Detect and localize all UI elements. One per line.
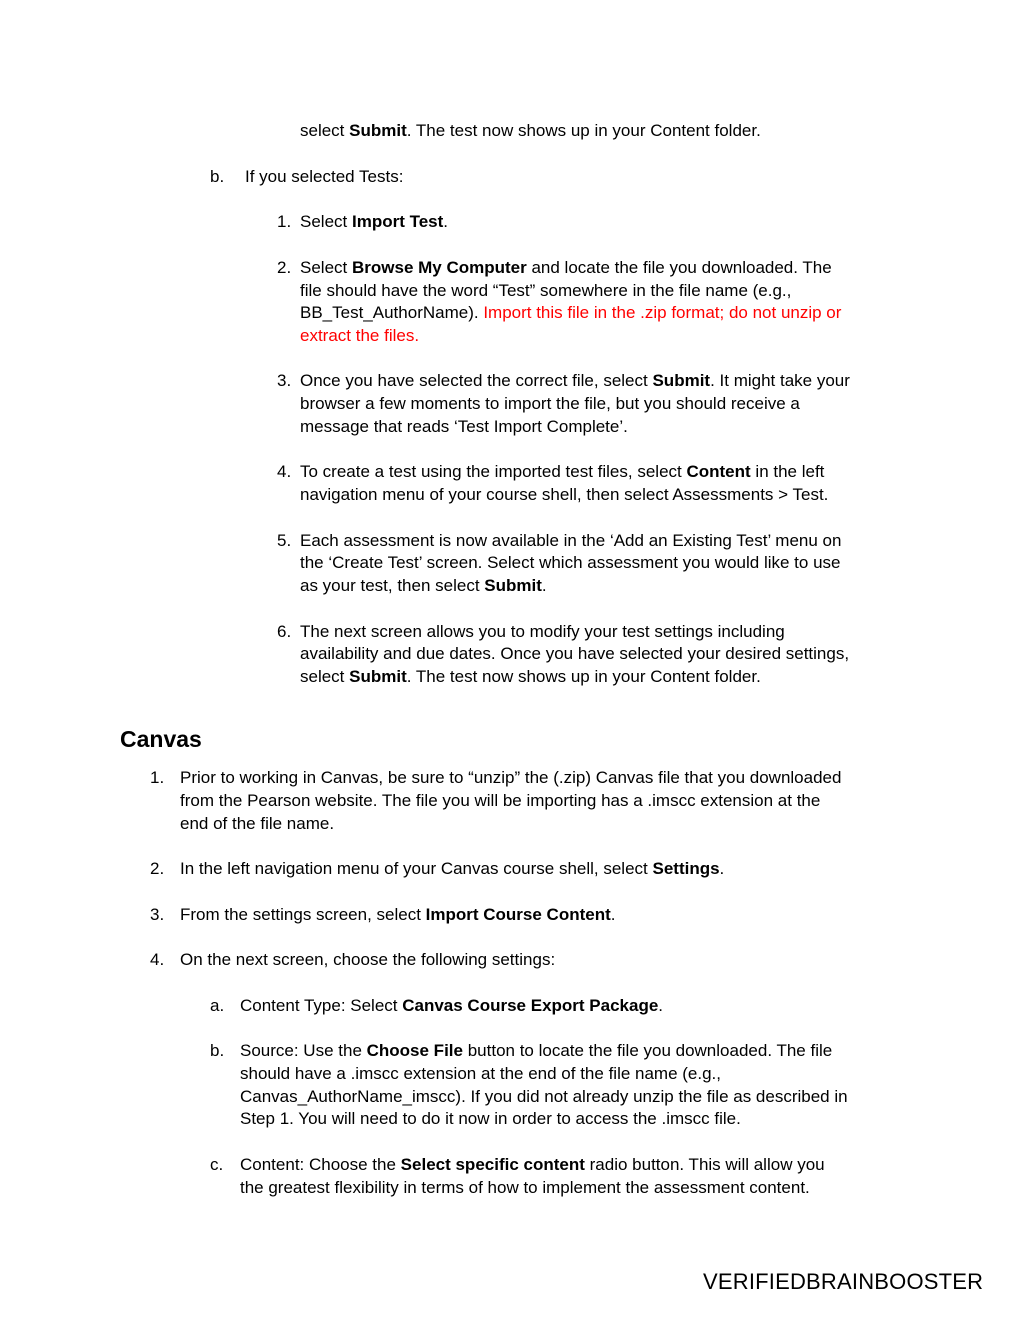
- list-marker: 4.: [150, 950, 165, 969]
- continuation-line: select Submit. The test now shows up in your Content folder.: [300, 121, 761, 140]
- list-item-line: Canvas_AuthorName_imscc). If you did not already unzip the file as described in: [240, 1087, 848, 1106]
- list-item-line: end of the file name.: [180, 814, 335, 833]
- list-marker: 1.: [277, 212, 292, 231]
- warning-text: extract the files.: [300, 326, 420, 345]
- list-item-line: Select Browse My Computer and locate the file you downloaded. The: [300, 258, 832, 277]
- list-marker: 1.: [150, 768, 165, 787]
- list-marker: 3.: [150, 905, 165, 924]
- list-marker: 6.: [277, 622, 292, 641]
- list-item-line: should have a .imscc extension at the end of the file name (e.g.,: [240, 1064, 722, 1083]
- list-item-line: select Submit. The test now shows up in your Content folder.: [300, 667, 761, 686]
- list-item-line: To create a test using the imported test files, select Content in the left: [300, 462, 825, 481]
- list-item-line: Select Import Test.: [300, 212, 449, 231]
- section-heading: Canvas: [120, 726, 202, 752]
- list-item-line: Content: Choose the Select specific content radio button. This will allow you: [240, 1155, 825, 1174]
- list-item-line: file should have the word “Test” somewhere in the file name (e.g.,: [300, 281, 792, 300]
- list-item-line: Each assessment is now available in the ‘Add an Existing Test’ menu on: [300, 531, 842, 550]
- warning-text: Import this file in the .zip format; do not unzip or: [483, 303, 842, 322]
- list-item-line: BB_Test_AuthorName). Import this file in the .zip format; do not unzip or: [300, 303, 842, 322]
- list-marker: 4.: [277, 462, 292, 481]
- watermark: VERIFIEDBRAINBOOSTER: [703, 1269, 984, 1294]
- list-item-line: Content Type: Select Canvas Course Export Package.: [240, 996, 664, 1015]
- list-item-line: In the left navigation menu of your Canvas course shell, select Settings.: [180, 859, 725, 878]
- list-marker: 2.: [277, 258, 292, 277]
- list-item-line: The next screen allows you to modify your test settings including: [300, 622, 785, 641]
- list-marker: b.: [210, 167, 225, 186]
- list-item-line: From the settings screen, select Import Course Content.: [180, 905, 616, 924]
- list-item-line: the greatest flexibility in terms of how to implement the assessment content.: [240, 1178, 810, 1197]
- list-marker: 3.: [277, 371, 292, 390]
- list-item-line: On the next screen, choose the following settings:: [180, 950, 556, 969]
- section-b-text: If you selected Tests:: [245, 167, 404, 186]
- list-marker: 2.: [150, 859, 165, 878]
- list-marker: b.: [210, 1041, 225, 1060]
- list-marker: c.: [210, 1155, 224, 1174]
- list-item-line: as your test, then select Submit.: [300, 576, 547, 595]
- list-item-line: availability and due dates. Once you have selected your desired settings,: [300, 644, 850, 663]
- list-item-line: Once you have selected the correct file, select Submit. It might take your: [300, 371, 850, 390]
- list-item-line: Step 1. You will need to do it now in order to access the .imscc file.: [240, 1109, 741, 1128]
- list-item-line: browser a few moments to import the file, but you should receive a: [300, 394, 800, 413]
- list-item-line: Source: Use the Choose File button to locate the file you downloaded. The file: [240, 1041, 833, 1060]
- list-item-line: message that reads ‘Test Import Complete’.: [300, 417, 628, 436]
- list-item-line: Prior to working in Canvas, be sure to “unzip” the (.zip) Canvas file that you downloaded: [180, 768, 842, 787]
- list-item-line: navigation menu of your course shell, then select Assessments > Test.: [300, 485, 829, 504]
- list-marker: 5.: [277, 531, 292, 550]
- list-item-line: from the Pearson website. The file you will be importing has a .imscc extension at the: [180, 791, 821, 810]
- list-marker: a.: [210, 996, 225, 1015]
- list-item-line: the ‘Create Test’ screen. Select which assessment you would like to use: [300, 553, 841, 572]
